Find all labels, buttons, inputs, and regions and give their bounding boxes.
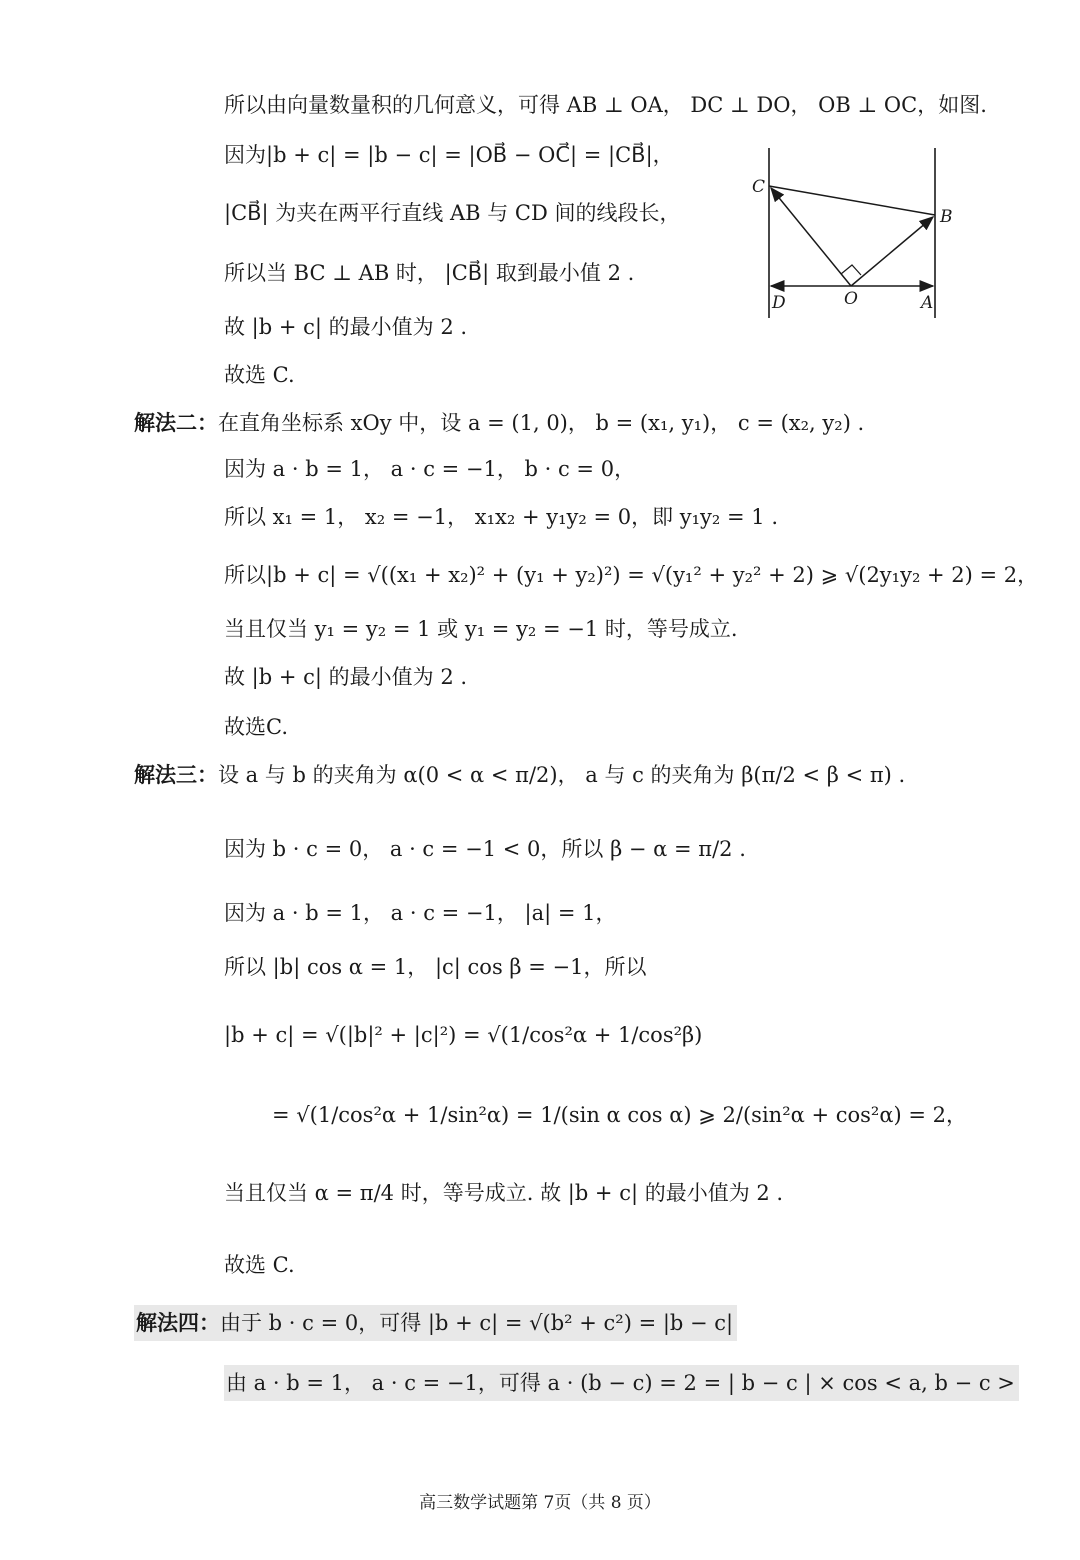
method3-line-4: 所以 |b| cos α = 1， |c| cos β = −1，所以 [224,955,647,979]
method2-line-6: 故 |b + c| 的最小值为 2 . [224,665,468,689]
method2-line-4: 所以|b + c| = √((x₁ + x₂)² + (y₁ + y₂)²) = √(y₁² + y₂² + 2) ⩾ √(2y₁y₂ + 2) = 2， [224,563,1039,587]
label-o: O [844,289,858,309]
label-d: D [772,293,786,313]
method3-line-1: 解法三：设 a 与 b 的夹角为 α(0 < α < π/2)， a 与 c 的夹角为 β(π/2 < β < π) . [134,762,906,787]
page-footer: 高三数学试题第 7页（共 8 页） [419,1493,661,1513]
segment-c-b [769,186,935,215]
method2-label: 解法二： [134,410,218,435]
method3-line-6: = √(1/cos²α + 1/sin²α) = 1/(sin α cos α) ⩾ 2/(sin²α + cos²α) = 2， [272,1103,968,1127]
method3-label: 解法三： [134,762,218,787]
label-a: A [921,293,934,313]
method4-line-2: 由 a · b = 1， a · c = −1，可得 a · (b − c) = 2 = | b − c | × cos < a, b − c > [224,1368,1019,1398]
vector-o-c [771,188,851,286]
method2-line-3: 所以 x₁ = 1， x₂ = −1， x₁x₂ + y₁y₂ = 0，即 y₁y₂ = 1 . [224,505,778,529]
method1-line-4: 所以当 BC ⊥ AB 时， |CB⃗| 取到最小值 2 . [224,261,635,285]
method1-line-3: |CB⃗| 为夹在两平行直线 AB 与 CD 间的线段长， [224,201,681,225]
method4-line-1: 解法四：由于 b · c = 0，可得 |b + c| = √(b² + c²) = |b − c| [134,1308,737,1338]
method3-line-8: 故选 C. [224,1253,295,1277]
method1-line-6: 故选 C. [224,363,295,387]
label-b: B [940,207,953,227]
method3-line-3: 因为 a · b = 1， a · c = −1， |a| = 1， [224,901,617,925]
method4-label: 解法四： [136,1310,220,1335]
method3-line-5: |b + c| = √(|b|² + |c|²) = √(1/cos²α + 1/cos²β) [224,1023,703,1047]
method3-line-7: 当且仅当 α = π/4 时，等号成立. 故 |b + c| 的最小值为 2 . [224,1181,784,1205]
method1-line-1: 所以由向量数量积的几何意义，可得 AB ⊥ OA， DC ⊥ DO， OB ⊥ OC，如图. [224,93,987,117]
right-angle-mark [841,265,861,275]
method2-line-5: 当且仅当 y₁ = y₂ = 1 或 y₁ = y₂ = −1 时，等号成立. [224,617,738,641]
method2-line-1: 解法二：在直角坐标系 xOy 中，设 a = (1, 0)， b = (x₁, y₁)， c = (x₂, y₂) . [134,410,865,435]
method1-line-2: 因为|b + c| = |b − c| = |OB⃗ − OC⃗| = |CB⃗|， [224,143,674,167]
method3-line-2: 因为 b · c = 0， a · c = −1 < 0，所以 β − α = π/2 . [224,837,746,861]
method2-line-7: 故选C. [224,715,288,739]
method2-line-2: 因为 a · b = 1， a · c = −1， b · c = 0， [224,457,636,481]
geometry-diagram [740,140,980,330]
label-c: C [752,177,766,197]
method1-line-5: 故 |b + c| 的最小值为 2 . [224,315,468,339]
vector-o-b [851,217,933,286]
